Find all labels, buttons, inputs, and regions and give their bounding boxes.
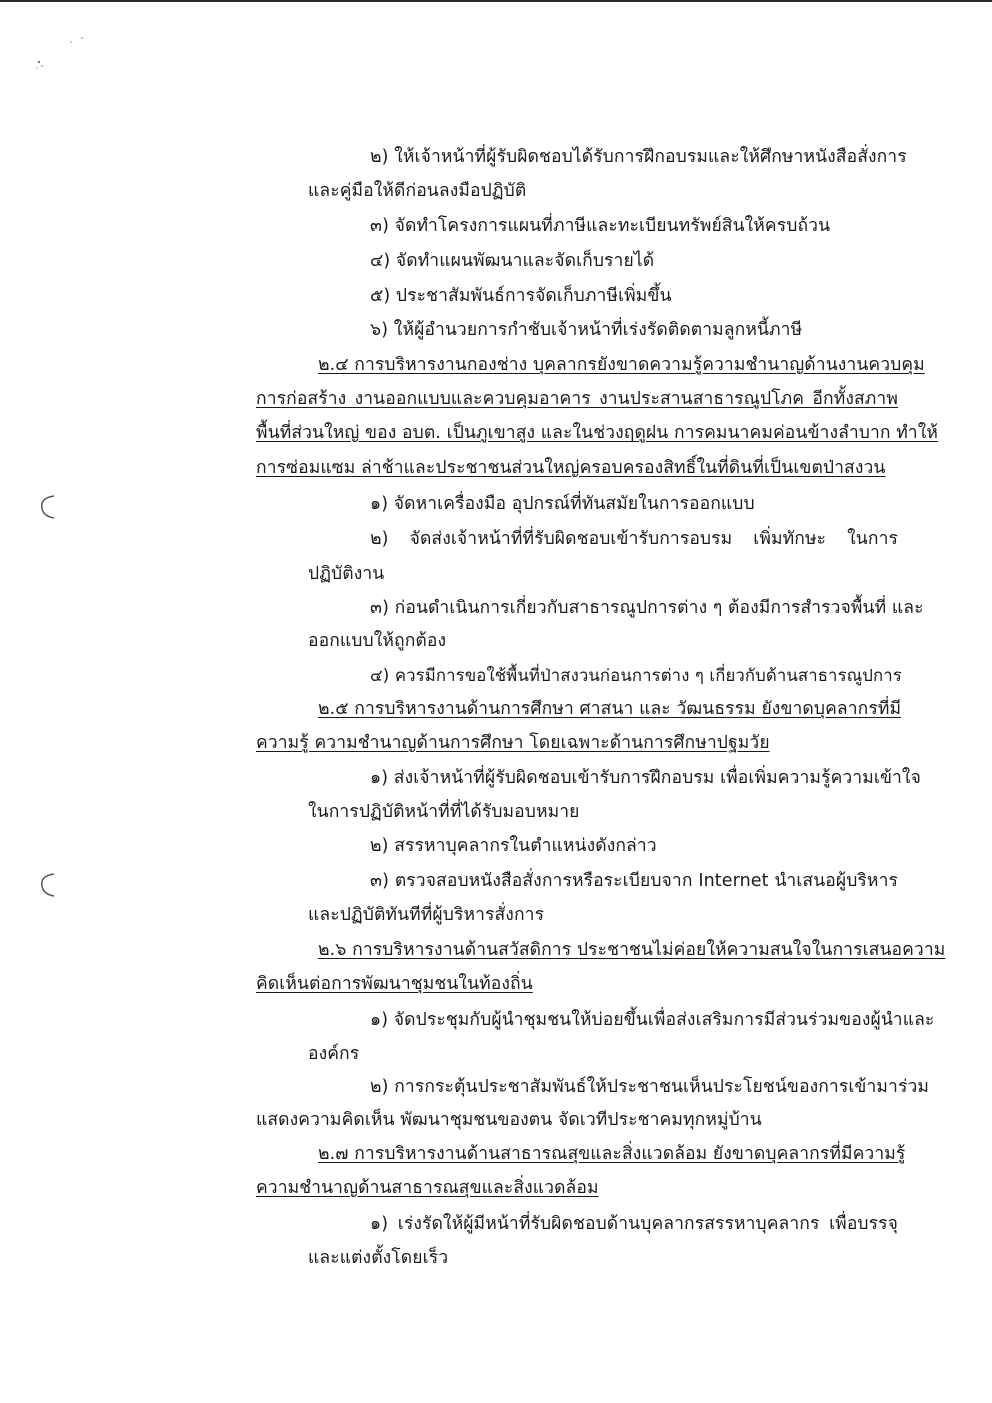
line-l13: ปฏิบัติงาน bbox=[308, 564, 385, 584]
line-l9: พื้นที่ส่วนใหญ่ ของ อบต. เป็นภูเขาสูง และในช่วงฤดูฝน การคมนาคมค่อนข้างลำบาก ทำให้ bbox=[256, 423, 938, 443]
line-l22: ๓) ตรวจสอบหนังสือสั่งการหรือระเบียบจาก Internet นำเสนอผู้บริหาร bbox=[370, 871, 898, 891]
section-heading-2-6: ๒.๖ การบริหารงานด้านสวัสดิการ ประชาชนไม่ค่อยให้ความสนใจในการเสนอความ bbox=[318, 940, 946, 960]
line-l4: ๔) จัดทำแผนพัฒนาและจัดเก็บรายได้ bbox=[370, 251, 655, 271]
line-l14: ๓) ก่อนดำเนินการเกี่ยวกับสาธารณูปการต่าง ๆ ต้องมีการสำรวจพื้นที่ และ bbox=[370, 598, 924, 618]
line-l26: ๑) จัดประชุมกับผู้นำชุมชนให้บ่อยขึ้นเพื่อส่งเสริมการมีส่วนร่วมของผู้นำและ bbox=[370, 1010, 935, 1030]
line-l3: ๓) จัดทำโครงการแผนที่ภาษีและทะเบียนทรัพย์สินให้ครบถ้วน bbox=[370, 216, 831, 236]
line-l18: ความรู้ ความชำนาญด้านการศึกษา โดยเฉพาะด้านการศึกษาปฐมวัย bbox=[256, 733, 770, 753]
line-l6: ๖) ให้ผู้อำนวยการกำชับเจ้าหน้าที่เร่งรัดติดตามลูกหนี้ภาษี bbox=[370, 320, 803, 340]
line-l11: ๑) จัดหาเครื่องมือ อุปกรณ์ที่ทันสมัยในการออกแบบ bbox=[370, 494, 755, 514]
line-l15: ออกแบบให้ถูกต้อง bbox=[308, 631, 447, 651]
line-l12: ๒) จัดส่งเจ้าหน้าที่ที่รับผิดชอบเข้ารับการอบรม เพิ่มทักษะ ในการ bbox=[370, 529, 898, 549]
line-l20: ในการปฏิบัติหน้าที่ที่ได้รับมอบหมาย bbox=[308, 802, 580, 822]
line-l28: ๒) การกระตุ้นประชาสัมพันธ์ให้ประชาชนเห็นประโยชน์ของการเข้ามาร่วม bbox=[370, 1077, 930, 1097]
section-heading-2-5: ๒.๕ การบริหารงานด้านการศึกษา ศาสนา และ วัฒนธรรม ยังขาดบุคลากรที่มี bbox=[318, 699, 902, 719]
line-l5: ๕) ประชาสัมพันธ์การจัดเก็บภาษีเพิ่มขึ้น bbox=[370, 286, 672, 306]
line-l23: และปฏิบัติทันทีที่ผู้บริหารสั่งการ bbox=[308, 905, 545, 925]
line-l8: การก่อสร้าง งานออกแบบและควบคุมอาคาร งานประสานสาธารณูปโภค อีกทั้งสภาพ bbox=[256, 389, 898, 409]
section-heading-2-4: ๒.๔ การบริหารงานกองช่าง บุคลากรยังขาดความรู้ความชำนาญด้านงานควบคุม bbox=[318, 355, 925, 375]
line-l27: องค์กร bbox=[308, 1044, 360, 1064]
line-l29: แสดงความคิดเห็น พัฒนาชุมชนของตน จัดเวทีประชาคมทุกหมู่บ้าน bbox=[256, 1110, 762, 1130]
line-l33: และแต่งตั้งโดยเร็ว bbox=[308, 1248, 449, 1268]
line-l25: คิดเห็นต่อการพัฒนาชุมชนในท้องถิ่น bbox=[256, 974, 533, 994]
line-l21: ๒) สรรหาบุคลากรในตำแหน่งดังกล่าว bbox=[370, 836, 657, 856]
line-l32: ๑) เร่งรัดให้ผู้มีหน้าที่รับผิดชอบด้านบุคลากรสรรหาบุคลากร เพื่อบรรจุ bbox=[370, 1214, 898, 1234]
line-l1: ๒) ให้เจ้าหน้าที่ผู้รับผิดชอบได้รับการฝึกอบรมและให้ศึกษาหนังสือสั่งการ bbox=[370, 147, 907, 167]
line-l2: และคู่มือให้ดีก่อนลงมือปฏิบัติ bbox=[308, 181, 527, 201]
line-l16: ๔) ควรมีการขอใช้พื้นที่ป่าสงวนก่อนการต่าง ๆ เกี่ยวกับด้านสาธารณูปการ bbox=[370, 665, 902, 685]
section-heading-2-7: ๒.๗ การบริหารงานด้านสาธารณสุขและสิ่งแวดล้อม ยังขาดบุคลากรที่มีความรู้ bbox=[318, 1144, 906, 1164]
line-l10: การซ่อมแซม ล่าช้าและประชาชนส่วนใหญ่ครอบครองสิทธิ์ในที่ดินที่เป็นเขตป่าสงวน bbox=[256, 458, 886, 478]
line-l31: ความชำนาญด้านสาธารณสุขและสิ่งแวดล้อม bbox=[256, 1178, 599, 1198]
line-l19: ๑) ส่งเจ้าหน้าที่ผู้รับผิดชอบเข้ารับการฝึกอบรม เพื่อเพิ่มความรู้ความเข้าใจ bbox=[370, 768, 921, 788]
